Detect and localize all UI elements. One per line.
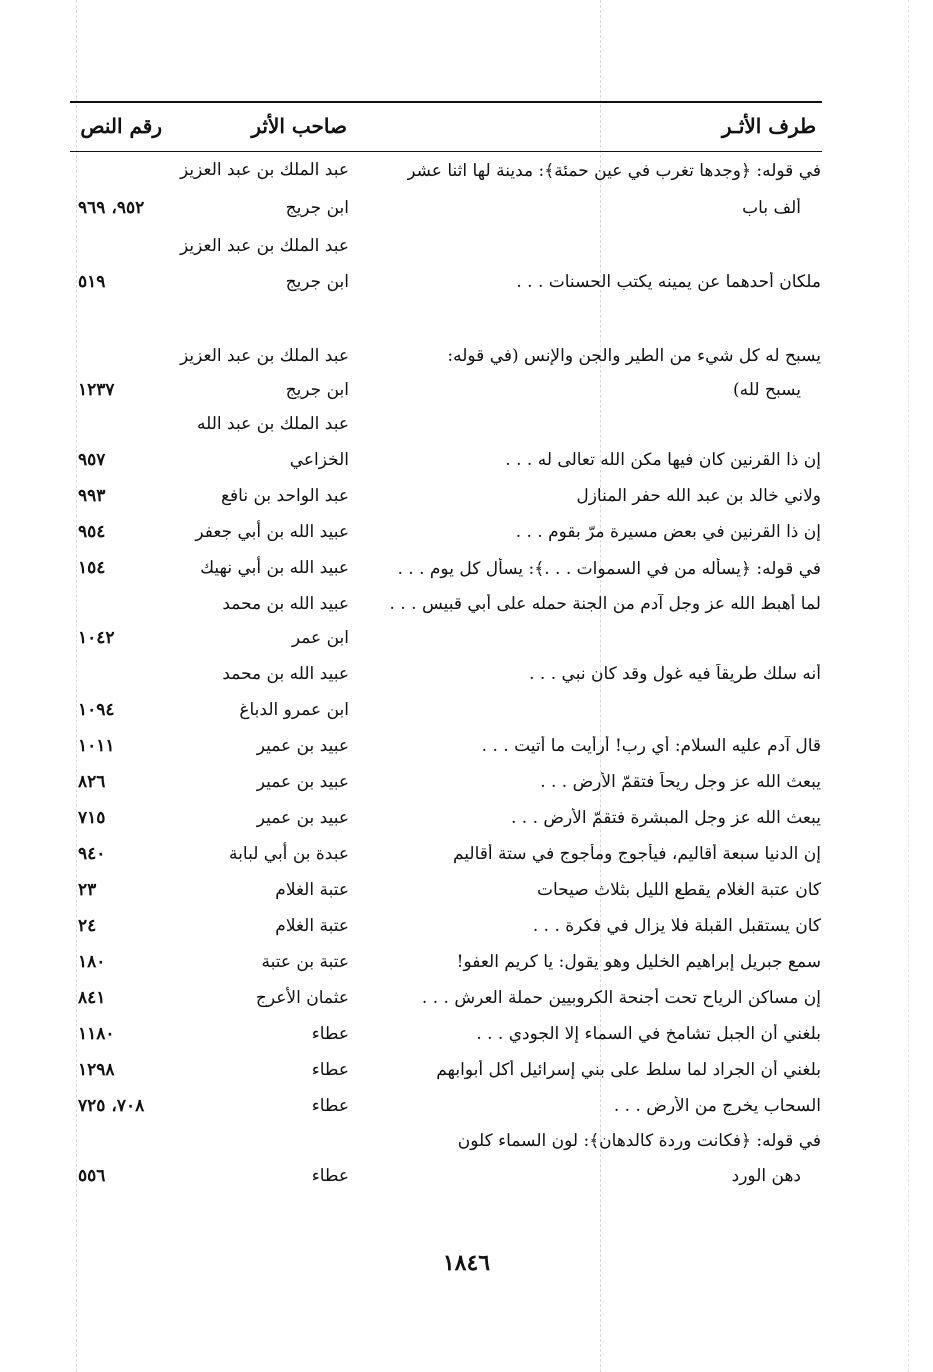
row-number: ٥١٩ bbox=[78, 272, 106, 292]
row-text: إن ذا القرنين كان فيها مكن الله تعالى له . . . bbox=[505, 450, 821, 470]
header-top-rule bbox=[70, 101, 822, 103]
table-row bbox=[0, 160, 933, 194]
row-author: ابن جريج bbox=[285, 380, 349, 400]
row-author: ابن عمر bbox=[291, 628, 349, 648]
page-number: ١٨٤٦ bbox=[442, 1250, 491, 1276]
row-text: يبعث الله عز وجل المبشرة فتقمّ الأرض . . . bbox=[510, 808, 821, 828]
table-row bbox=[0, 1060, 933, 1094]
row-number: ٩٤٠ bbox=[78, 844, 106, 864]
row-author: عبد الملك بن عبد العزيز bbox=[180, 236, 349, 256]
row-author: عتبة بن عتبة bbox=[261, 952, 349, 972]
row-author: عبدة بن أبي لبابة bbox=[229, 844, 349, 864]
row-number: ٨٤١ bbox=[78, 988, 106, 1008]
row-text: بلغني أن الجبل تشامخ في السماء إلا الجودي . . . bbox=[476, 1024, 821, 1044]
table-row bbox=[0, 628, 933, 662]
row-text: دهن الورد bbox=[731, 1166, 801, 1186]
row-text: ولاني خالد بن عبد الله حفر المنازل bbox=[576, 486, 821, 506]
row-author: عبد الملك بن عبد العزيز bbox=[180, 160, 349, 180]
row-text: ملكان أحدهما عن يمينه يكتب الحسنات . . . bbox=[516, 272, 821, 292]
row-author: عبيد الله بن أبي جعفر bbox=[195, 522, 349, 542]
row-number: ١٠١١ bbox=[78, 736, 115, 756]
row-number: ٨٢٦ bbox=[78, 772, 106, 792]
row-text: أنه سلك طريقاً فيه غول وقد كان نبي . . . bbox=[529, 664, 821, 684]
row-author: الخزاعي bbox=[289, 450, 349, 470]
table-header bbox=[70, 106, 822, 148]
row-author: عبيد بن عمير bbox=[256, 736, 349, 756]
row-text: قال آدم عليه السلام: أي رب! أرأيت ما أتيت . . . bbox=[481, 736, 821, 756]
table-row bbox=[0, 988, 933, 1022]
table-row bbox=[0, 414, 933, 448]
row-text: في قوله: ﴿وجدها تغرب في عين حمئة﴾: مدينة لها اثنا عشر bbox=[407, 161, 821, 181]
row-number: ١٨٠ bbox=[78, 952, 106, 972]
row-text: إن ذا القرنين في بعض مسيرة مرّ بقوم . . . bbox=[515, 522, 821, 542]
row-author: ابن عمرو الدباغ bbox=[239, 700, 349, 720]
row-author: عطاء bbox=[311, 1024, 349, 1044]
row-number: ٢٤ bbox=[78, 916, 97, 936]
table-row bbox=[0, 346, 933, 380]
row-number: ١٠٤٢ bbox=[78, 628, 115, 648]
table-row bbox=[0, 916, 933, 950]
row-text: يسبح له كل شيء من الطير والجن والإنس (في قوله: bbox=[447, 346, 821, 366]
row-number: ٩٥٧ bbox=[78, 450, 106, 470]
row-number: ١١٨٠ bbox=[78, 1024, 115, 1044]
row-number: ٥٥٦ bbox=[78, 1166, 106, 1186]
row-text: لما أهبط الله عز وجل آدم من الجنة حمله على أبي قبيس . . . bbox=[389, 594, 821, 614]
table-row bbox=[0, 272, 933, 306]
row-author: عتبة الغلام bbox=[275, 916, 349, 936]
row-number: ٩٥٢، ٩٦٩ bbox=[78, 198, 145, 218]
header-author-column: صاحب الأثر bbox=[251, 114, 347, 138]
row-author: عطاء bbox=[311, 1096, 349, 1116]
table-row bbox=[0, 700, 933, 734]
table-row bbox=[0, 844, 933, 878]
header-number-column: رقم النص bbox=[80, 114, 162, 138]
row-number: ١٢٣٧ bbox=[78, 380, 115, 400]
table-row bbox=[0, 736, 933, 770]
table-row bbox=[0, 558, 933, 592]
row-author: عتبة الغلام bbox=[275, 880, 349, 900]
row-author: عبيد الله بن محمد bbox=[222, 594, 349, 614]
table-row bbox=[0, 594, 933, 628]
row-author: عبيد الله بن محمد bbox=[222, 664, 349, 684]
row-author: عبيد بن عمير bbox=[256, 772, 349, 792]
row-number: ١٢٩٨ bbox=[78, 1060, 115, 1080]
row-number: ٧٠٨، ٧٢٥ bbox=[78, 1096, 145, 1116]
table-row bbox=[0, 952, 933, 986]
row-text: كان يستقبل القبلة فلا يزال في فكرة . . . bbox=[532, 916, 821, 936]
row-author: عطاء bbox=[311, 1166, 349, 1186]
row-text: في قوله: ﴿يسأله من في السموات . . .﴾: يسأل كل يوم . . . bbox=[397, 559, 821, 579]
table-row bbox=[0, 664, 933, 698]
table-row bbox=[0, 808, 933, 842]
table-row bbox=[0, 1130, 933, 1164]
row-author: عبيد الله بن أبي نهيك bbox=[200, 558, 349, 578]
row-author: عبيد بن عمير bbox=[256, 808, 349, 828]
row-author: عبد الملك بن عبد الله bbox=[196, 414, 349, 434]
row-text: يسبح لله) bbox=[733, 380, 801, 400]
row-number: ٩٩٣ bbox=[78, 486, 106, 506]
table-row bbox=[0, 880, 933, 914]
row-author: ابن جريج bbox=[285, 272, 349, 292]
table-row bbox=[0, 450, 933, 484]
table-row bbox=[0, 380, 933, 414]
table-row bbox=[0, 198, 933, 232]
row-author: عثمان الأعرج bbox=[255, 988, 349, 1008]
row-text: السحاب يخرج من الأرض . . . bbox=[613, 1096, 821, 1116]
table-row bbox=[0, 772, 933, 806]
row-author: ابن جريج bbox=[285, 198, 349, 218]
row-number: ٧١٥ bbox=[78, 808, 106, 828]
row-number: ٢٣ bbox=[78, 880, 97, 900]
row-text: سمع جبريل إبراهيم الخليل وهو يقول: يا كريم العفو! bbox=[456, 952, 821, 972]
header-bottom-rule bbox=[70, 151, 822, 152]
table-row bbox=[0, 522, 933, 556]
row-number: ٩٥٤ bbox=[78, 522, 106, 542]
table-row bbox=[0, 308, 933, 342]
table-row bbox=[0, 1166, 933, 1200]
row-text: كان عتبة الغلام يقطع الليل بثلاث صيحات bbox=[536, 880, 821, 900]
row-text: بلغني أن الجراد لما سلط على بني إسرائيل أكل أبوابهم bbox=[436, 1060, 821, 1080]
table-row bbox=[0, 1024, 933, 1058]
row-text: في قوله: ﴿فكانت وردة كالدهان﴾: لون السماء كلون bbox=[457, 1131, 821, 1151]
table-row bbox=[0, 1096, 933, 1130]
table-row bbox=[0, 236, 933, 270]
row-number: ١٠٩٤ bbox=[78, 700, 115, 720]
row-text: ألف باب bbox=[742, 198, 801, 218]
row-text: إن مساكن الرياح تحت أجنحة الكروبيين حملة العرش . . . bbox=[421, 988, 821, 1008]
row-author: عبد الملك بن عبد العزيز bbox=[180, 346, 349, 366]
row-author: عبد الواحد بن نافع bbox=[220, 486, 349, 506]
row-text: إن الدنيا سبعة أقاليم، فيأجوج ومأجوج في ستة أقاليم bbox=[452, 844, 821, 864]
row-number: ١٥٤ bbox=[78, 558, 106, 578]
row-text: يبعث الله عز وجل ريحاً فتقمّ الأرض . . . bbox=[540, 772, 821, 792]
header-title-column: طرف الأثـر bbox=[721, 114, 816, 138]
row-author: عطاء bbox=[311, 1060, 349, 1080]
table-row bbox=[0, 486, 933, 520]
